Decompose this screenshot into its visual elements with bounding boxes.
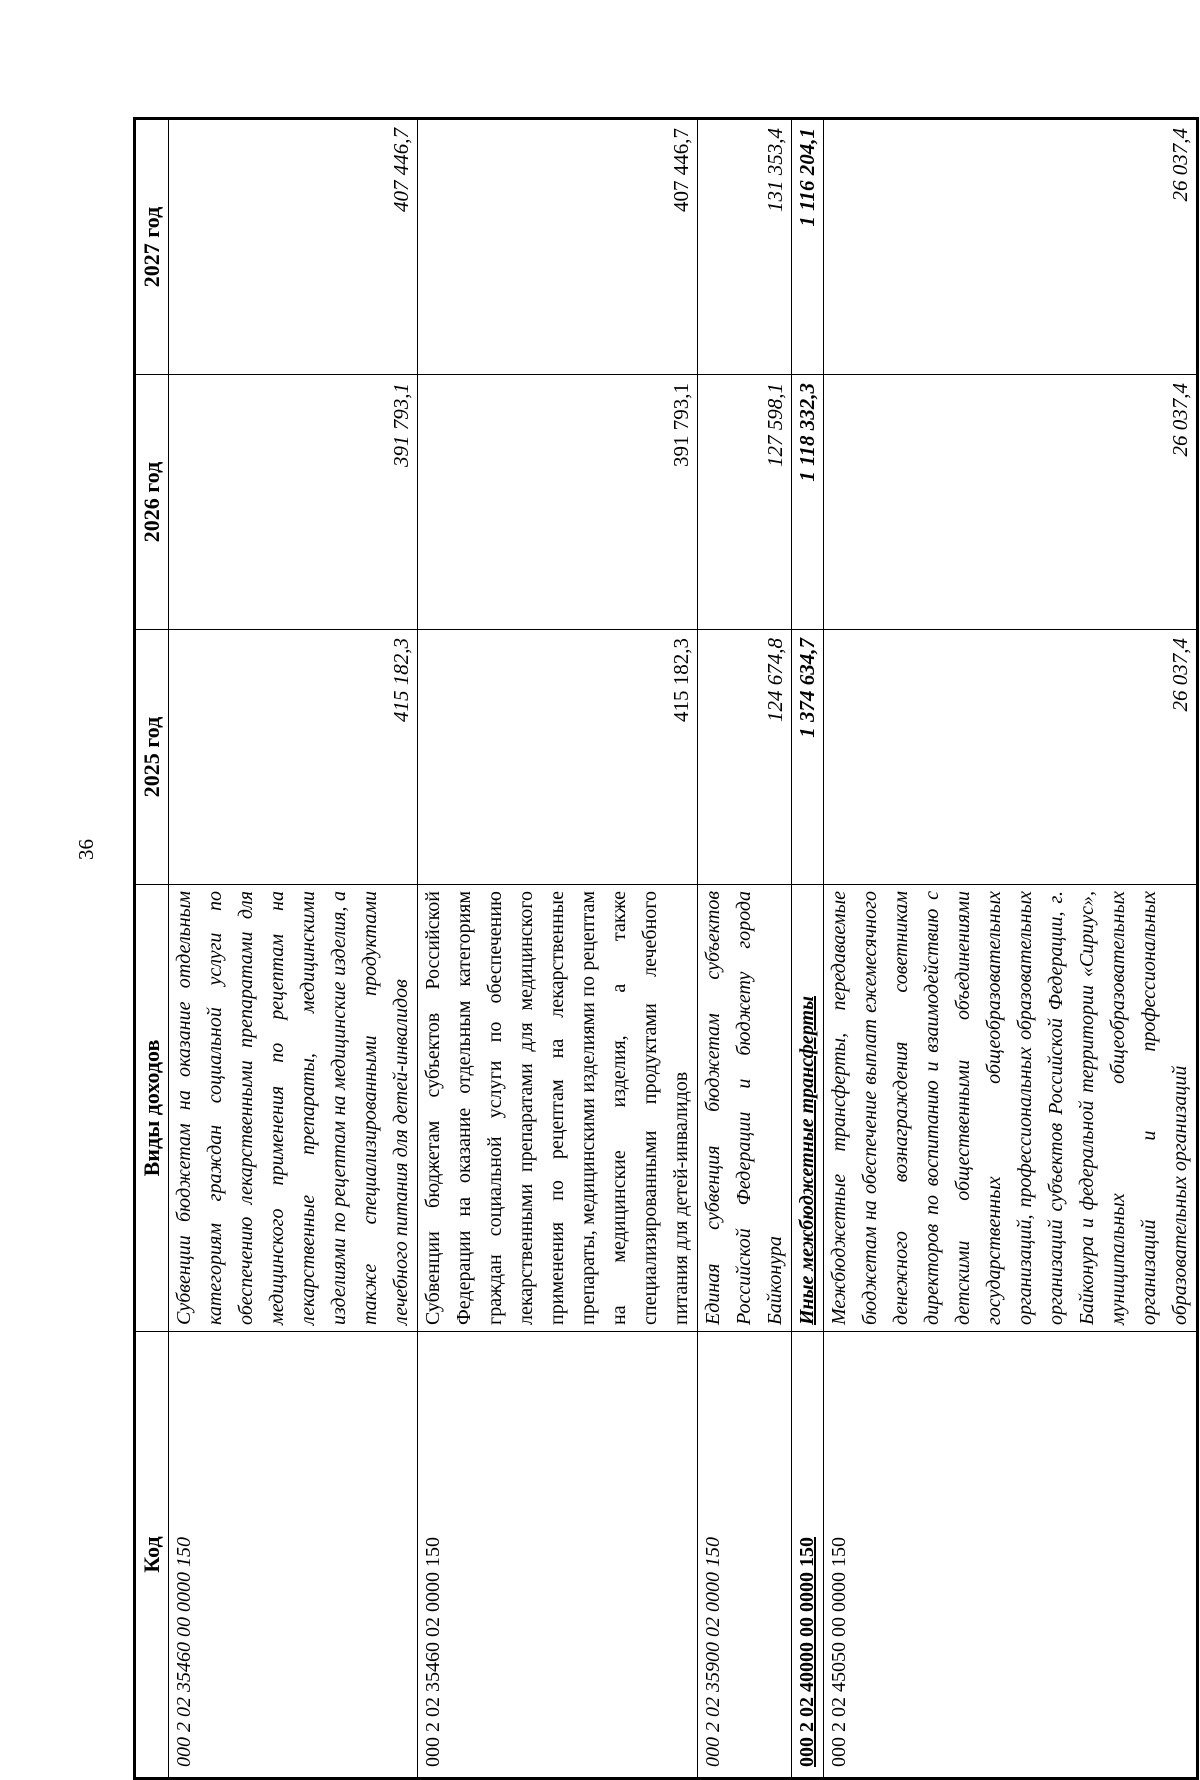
table-row (418, 119, 698, 1779)
row-value-2027: 26 037,4 (824, 119, 1198, 375)
row-value-2025: 26 037,4 (824, 630, 1198, 885)
row-code: 000 2 02 40000 00 0000 150 (792, 1332, 824, 1779)
row-description: Субвенции бюджетам субъектов Российской Федерации на оказание отдельным категориям граждан социальной услуги по обеспечению лекарственными препаратами для медицинского применения по рецептам на лекарственные препараты, медицинскими изделиями по рецептам на медицинские изделия, а также специализированными продуктами лечебного питания для детей-инвалидов (418, 885, 698, 1332)
row-value-2026: 127 598,1 (698, 375, 792, 630)
table-row (824, 119, 1198, 1779)
header-code: Код (135, 1332, 169, 1779)
row-value-2027: 131 353,4 (698, 119, 792, 375)
header-income-type: Виды доходов (135, 885, 169, 1332)
row-description: Субвенции бюджетам на оказание отдельным категориям граждан социальной услуги по обеспечению лекарственными препаратами для медицинского применения по рецептам на лекарственные препараты, медицинскими изделиями по рецептам на медицинские изделия, а также специализированными продуктами лечебного питания для детей-инвалидов (169, 885, 418, 1332)
row-code: 000 2 02 35900 02 0000 150 (698, 1332, 792, 1779)
header-2026: 2026 год (135, 375, 169, 630)
income-table (133, 117, 1199, 1780)
table-row (169, 119, 418, 1779)
header-2025: 2025 год (135, 630, 169, 885)
row-value-2027: 407 446,7 (169, 119, 418, 375)
row-code: 000 2 02 35460 02 0000 150 (418, 1332, 698, 1779)
row-value-2025: 124 674,8 (698, 630, 792, 885)
row-description: Единая субвенция бюджетам субъектов Российской Федерации и бюджету города Байконура (698, 885, 792, 1332)
table-row-subtotal (792, 119, 824, 1779)
row-code: 000 2 02 45050 00 0000 150 (824, 1332, 1198, 1779)
row-value-2025: 415 182,3 (169, 630, 418, 885)
table-row (698, 119, 792, 1779)
row-value-2026: 1 118 332,3 (792, 375, 824, 630)
row-description: Иные межбюджетные трансферты (792, 885, 824, 1332)
row-value-2025: 1 374 634,7 (792, 630, 824, 885)
page-number: 36 (74, 839, 98, 860)
row-value-2025: 415 182,3 (418, 630, 698, 885)
row-value-2027: 1 116 204,1 (792, 119, 824, 375)
row-value-2026: 391 793,1 (169, 375, 418, 630)
row-value-2026: 26 037,4 (824, 375, 1198, 630)
row-code: 000 2 02 35460 00 0000 150 (169, 1332, 418, 1779)
row-value-2027: 407 446,7 (418, 119, 698, 375)
header-row (135, 119, 169, 1779)
row-description: Межбюджетные трансферты, передаваемые бюджетам на обеспечение выплат ежемесячного денежного вознаграждения советникам директоров по воспитанию и взаимодействию с детскими общественными объединениями государственных общеобразовательных организаций, профессиональных образовательных организаций субъектов Российской Федерации, г. Байконура и федеральной территории «Сириус», муниципальных общеобразовательных организаций и профессиональных образовательных организаций (824, 885, 1198, 1332)
header-2027: 2027 год (135, 119, 169, 375)
rotated-table-container (133, 120, 1192, 1780)
row-value-2026: 391 793,1 (418, 375, 698, 630)
